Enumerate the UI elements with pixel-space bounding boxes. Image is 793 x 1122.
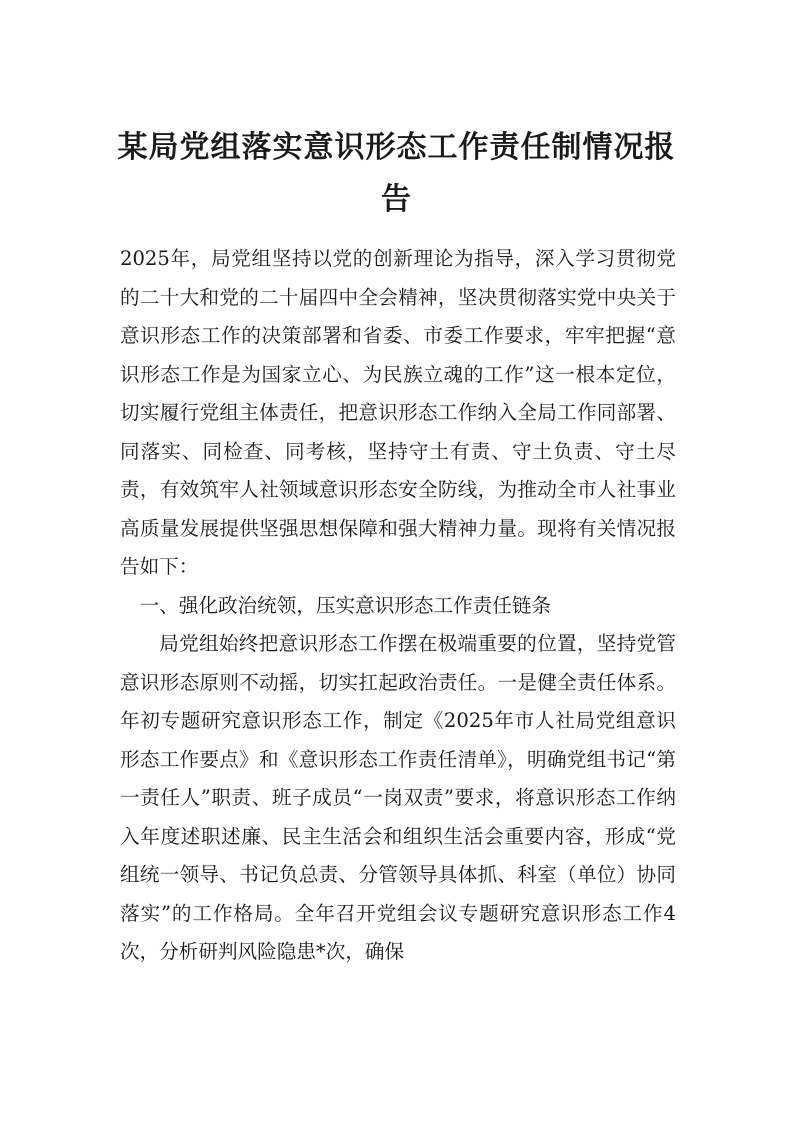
- intro-paragraph: 2025年，局党组坚持以党的创新理论为指导，深入学习贯彻党的二十大和党的二十届四中全会精神，坚决贯彻落实党中央关于意识形态工作的决策部署和省委、市委工作要求，牢牢把握“意识形态工作是为国家立心、为民族立魂的工作”这一根本定位，切实履行党组主体责任，把意识形态工作纳入全局工作同部署、同落实、同检查、同考核，坚持守土有责、守土负责、守土尽责，有效筑牢人社领域意识形态安全防线，为推动全市人社事业高质量发展提供坚强思想保障和强大精神力量。现将有关情况报告如下：: [120, 247, 676, 578]
- document-body: [120, 240, 676, 972]
- section-paragraph: 局党组始终把意识形态工作摆在极端重要的位置，坚持党管意识形态原则不动摇，切实扛起政治责任。一是健全责任体系。年初专题研究意识形态工作，制定《2025年市人社局党组意识形态工作要点》和《意识形态工作责任清单》，明确党组书记“第一责任人”职责、班子成员“一岗双责”要求，将意识形态工作纳入年度述职述廉、民主生活会和组织生活会重要内容，形成“党组统一领导、书记负总责、分管领导具体抓、科室（单位）协同落实”的工作格局。全年召开党组会议专题研究意识形态工作4次，分析研判风险隐患*次，确保: [120, 632, 676, 963]
- document-title: 某局党组落实意识形态工作责任制情况报告: [117, 130, 676, 217]
- section-heading: 一、强化政治统领，压实意识形态工作责任链条: [139, 593, 552, 617]
